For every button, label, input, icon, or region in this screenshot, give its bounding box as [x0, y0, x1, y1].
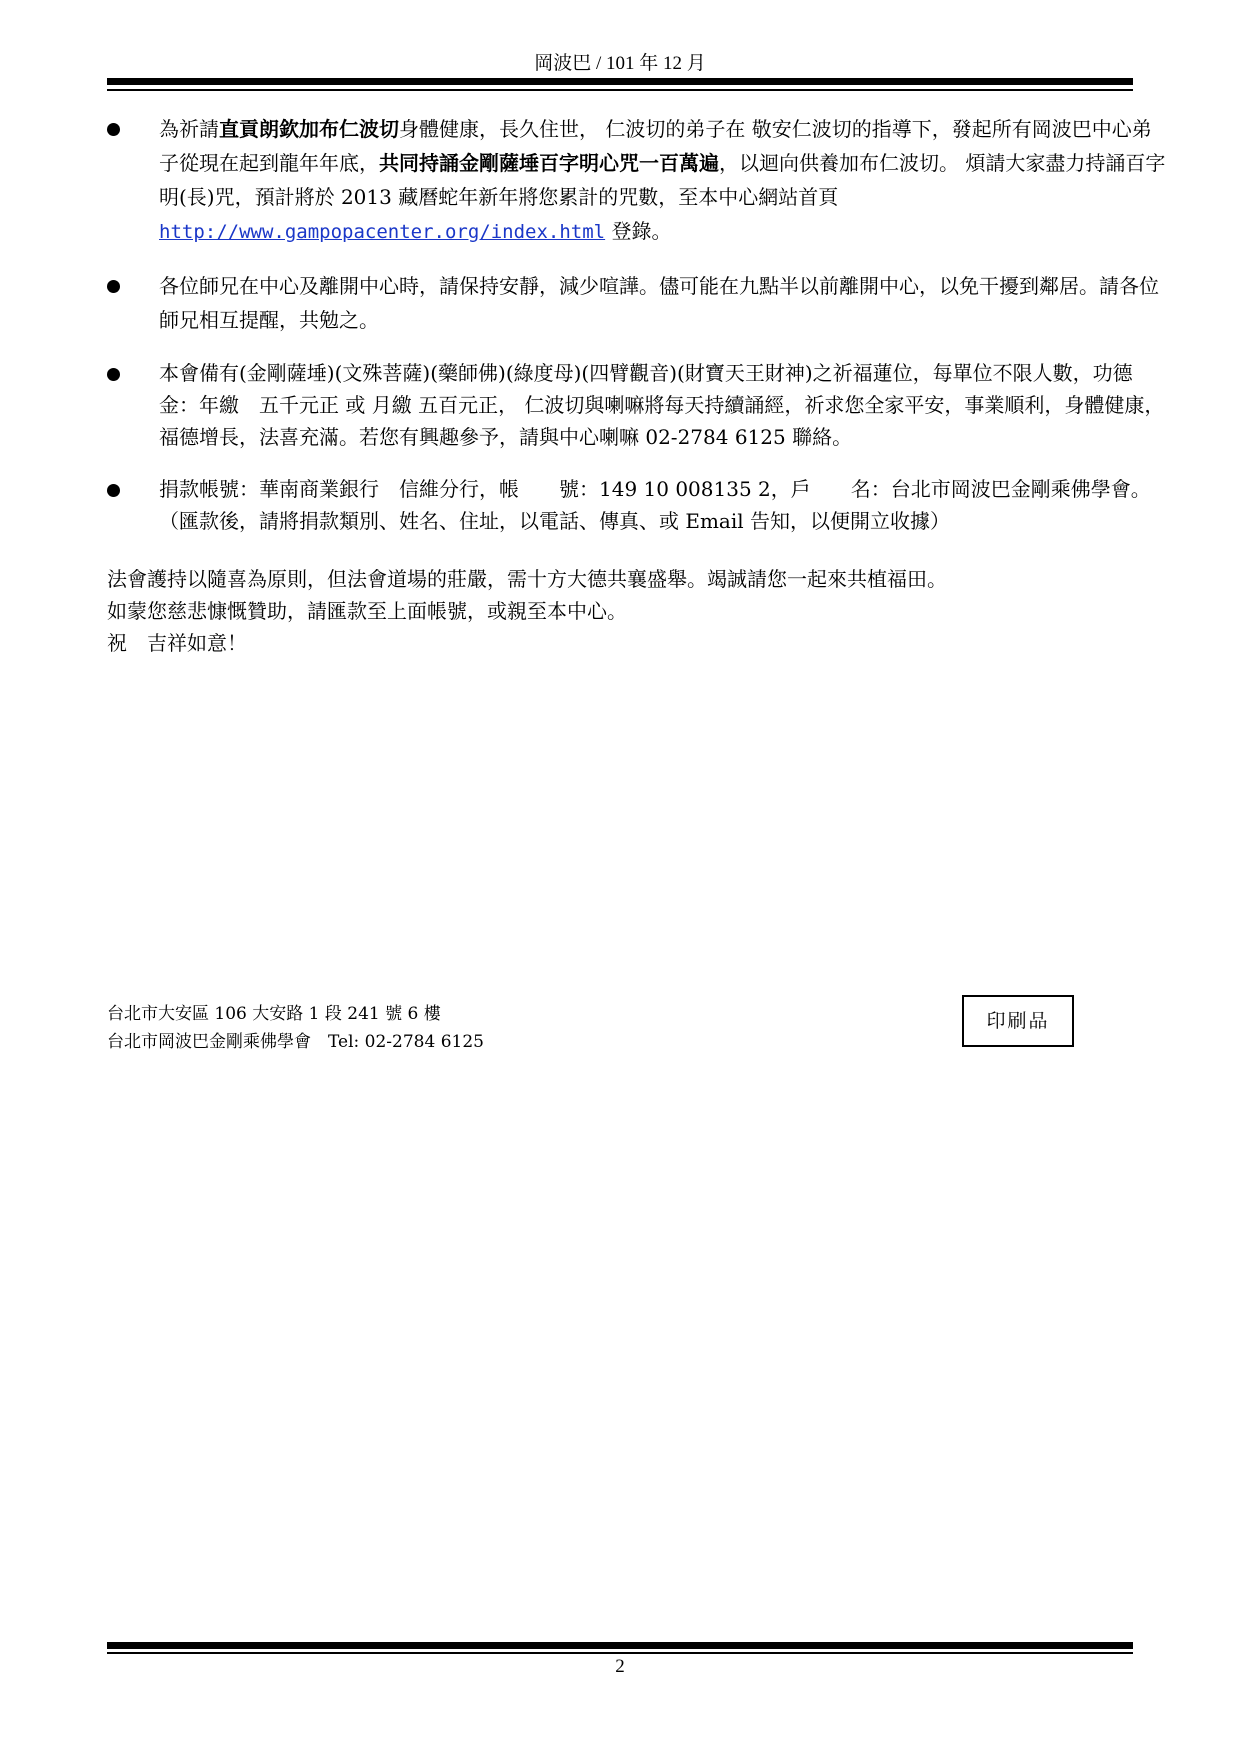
main-content [107, 112, 1167, 659]
text-segment: 登錄。 [605, 219, 672, 243]
bullet-text: 捐款帳號：華南商業銀行 信維分行，帳 號：149 10 008135 2，戶 名：台北市岡波巴金剛乘佛學會。（匯款後，請將捐款類別、姓名、住址，以電話、傳真、或 Email 告知，以便開立收據） [159, 477, 1151, 533]
bullet-item-recitation [107, 112, 1167, 249]
footer-rule-thick [107, 1642, 1133, 1649]
closing-paragraph [107, 563, 1167, 659]
page-number: 2 [615, 1656, 625, 1677]
text-segment: 身體健康，長久住世， 仁波切的弟子在 敬安仁波切的指導下，發起所有岡波巴中心弟子從現在起到龍年年底， [159, 117, 1152, 175]
header-rule-thin [107, 89, 1133, 91]
printed-matter-stamp: 印刷品 [962, 995, 1074, 1047]
text-segment: ，以迴向供養加布仁波切。 煩請大家盡力持誦百字明(長)咒，預計將於 2013 藏曆蛇年新年將您累計的咒數，至本中心網站首頁 [159, 151, 1166, 209]
organization-line: 台北市岡波巴金剛乘佛學會 Tel: 02-2784 6125 [107, 1032, 484, 1052]
address-line: 台北市大安區 106 大安路 1 段 241 號 6 樓 [107, 1004, 441, 1024]
footer-address-block [107, 1000, 484, 1056]
bullet-text: 各位師兄在中心及離開中心時，請保持安靜，減少喧譁。儘可能在九點半以前離開中心，以免干擾到鄰居。請各位師兄相互提醒，共勉之。 [159, 274, 1159, 332]
mantra-goal: 共同持誦金剛薩埵百字明心咒一百萬遍 [379, 151, 719, 175]
closing-blessing: 祝 吉祥如意！ [107, 631, 247, 655]
header-rule-thick [107, 78, 1133, 85]
text-segment: 為祈請 [159, 117, 219, 141]
closing-line: 法會護持以隨喜為原則，但法會道場的莊嚴，需十方大德共襄盛舉。竭誠請您一起來共植福田。 [107, 567, 947, 591]
bullet-item-lotus-seats [107, 357, 1167, 453]
rinpoche-name: 直貢朗欽加布仁波切 [219, 117, 399, 141]
bullet-icon [107, 280, 120, 293]
bullet-icon [107, 484, 120, 497]
footer-rule-thin [107, 1652, 1133, 1654]
bullet-text [159, 117, 1165, 243]
bullet-item-donation-account [107, 473, 1167, 537]
website-link[interactable]: http://www.gampopacenter.org/index.html [159, 221, 606, 243]
bullet-icon [107, 368, 120, 381]
bullet-text: 本會備有(金剛薩埵)(文殊菩薩)(藥師佛)(綠度母)(四臂觀音)(財寶天王財神)之祈福蓮位，每單位不限人數，功德金：年繳 五千元正 或 月繳 五百元正， 仁波切與喇嘛將每天持續誦經，祈求您全家平安，事業順利，身體健康，福德增長，法喜充滿。若您有興趣參予，請與中心喇嘛 02-2784 6125 聯絡。 [159, 361, 1165, 449]
closing-line: 如蒙您慈悲慷慨贊助，請匯款至上面帳號，或親至本中心。 [107, 599, 627, 623]
page-header: 岡波巴 / 101 年 12 月 [534, 53, 706, 74]
bullet-icon [107, 123, 120, 136]
bullet-item-quiet-notice [107, 269, 1167, 337]
